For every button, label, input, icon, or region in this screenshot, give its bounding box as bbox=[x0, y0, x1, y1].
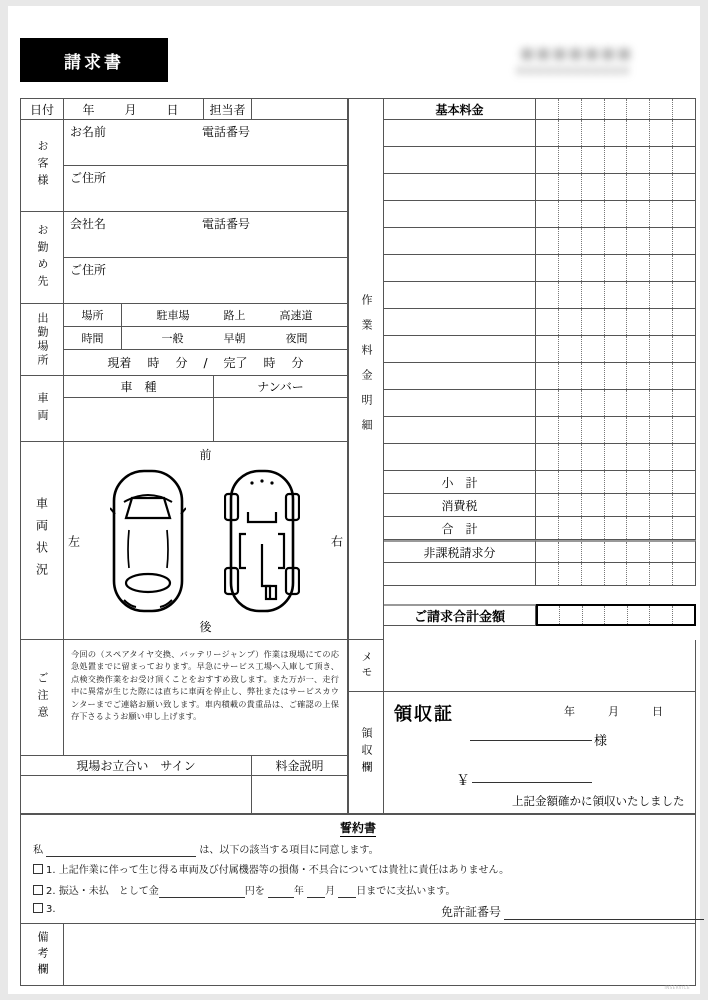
workplace-company-cell[interactable] bbox=[64, 212, 348, 258]
dispatch-place-option-1[interactable]: 路上 bbox=[223, 309, 246, 322]
dispatch-side-label: 出勤場所 bbox=[20, 304, 64, 376]
fee-row-label[interactable] bbox=[384, 363, 536, 390]
pledge-amount-input[interactable] bbox=[159, 886, 245, 898]
fee-total-label: 消費税 bbox=[384, 494, 536, 517]
workplace-address-cell[interactable] bbox=[64, 258, 348, 304]
date-value-cell[interactable] bbox=[64, 98, 204, 120]
pledge-item-1[interactable] bbox=[33, 861, 509, 876]
memo-value-cell[interactable] bbox=[384, 640, 696, 692]
fee-row-amount[interactable] bbox=[536, 444, 696, 471]
fee-row-amount[interactable] bbox=[536, 174, 696, 201]
staff-value-cell[interactable] bbox=[252, 98, 348, 120]
grand-total-label: ご請求合計金額 bbox=[384, 604, 536, 626]
vehicle-type-label: 車 種 bbox=[64, 376, 214, 398]
receipt-year-label: 年 bbox=[564, 705, 575, 718]
customer-address-label: ご住所 bbox=[70, 171, 107, 185]
caution-paragraph: 今回の（スペアタイヤ交換、バッテリージャンプ）作業は現場にての応急処置までに留まっております。早急にサービス工場へ入庫して頂き、点検交換作業をお受け頂くことをおすすめ致します。また万が一、走行中に異常が生じた際には直ちに車両を停止し、弊社またはサービスカウンターまでご連絡お願い致します。車内積載の貴重品は、ご確認の上保存下さるようお願い申し上げます。 bbox=[71, 649, 339, 722]
pledge-item-3[interactable] bbox=[33, 903, 56, 915]
receipt-name-line[interactable] bbox=[470, 740, 592, 741]
document-sheet bbox=[8, 6, 700, 994]
fee-total-label bbox=[384, 563, 536, 586]
customer-name-label: お名前 bbox=[70, 125, 107, 139]
memo-side-label: メモ bbox=[348, 640, 384, 692]
receipt-title: 領収証 bbox=[394, 704, 454, 725]
fees-side-label: 作業料金明細 bbox=[348, 98, 384, 640]
arrive-min-label: 分 bbox=[175, 356, 188, 370]
pledge-item-2-no: 2. bbox=[46, 886, 56, 897]
pledge-item-3-no: 3. bbox=[46, 904, 56, 915]
fee-row-label[interactable] bbox=[384, 444, 536, 471]
pledge-intro-suffix: は、以下の該当する項目に同意します。 bbox=[199, 845, 379, 856]
license-number-input[interactable] bbox=[504, 908, 704, 920]
finish-min-label: 分 bbox=[291, 356, 304, 370]
company-logo-redacted bbox=[506, 34, 692, 90]
license-label: 免許証番号 bbox=[441, 905, 502, 919]
dispatch-place-options[interactable] bbox=[122, 304, 348, 327]
fee-row-amount[interactable] bbox=[536, 390, 696, 417]
dispatch-place-label: 場所 bbox=[64, 304, 122, 327]
fee-row-label[interactable] bbox=[384, 309, 536, 336]
pledge-item-1-text: 上記作業に伴って生じ得る車両及び付属機器等の損傷・不具合については貴社に責任はありません。 bbox=[58, 865, 510, 876]
date-year-label: 年 bbox=[82, 102, 101, 117]
time-separator: / bbox=[203, 355, 208, 370]
customer-name-cell[interactable] bbox=[64, 120, 348, 166]
remarks-value-cell[interactable] bbox=[64, 924, 696, 986]
pledge-item-2[interactable] bbox=[33, 882, 456, 898]
logo-text-primary: ■■■■■■■ bbox=[520, 44, 634, 62]
customer-address-cell[interactable] bbox=[64, 166, 348, 212]
dispatch-time-option-1[interactable]: 早朝 bbox=[223, 332, 246, 345]
signature-value-cell[interactable] bbox=[20, 776, 252, 814]
staff-label-cell: 担当者 bbox=[204, 98, 252, 120]
pledge-intro-prefix: 私 bbox=[33, 845, 43, 856]
car-topview-diagram[interactable] bbox=[110, 468, 186, 614]
fee-row-label[interactable] bbox=[384, 174, 536, 201]
condition-side-label: 車両状況 bbox=[20, 442, 64, 640]
vehicle-number-value[interactable] bbox=[214, 398, 348, 442]
dispatch-time-options[interactable] bbox=[122, 327, 348, 350]
date-day-label: 日 bbox=[166, 102, 185, 117]
vehicle-number-label: ナンバー bbox=[214, 376, 348, 398]
footer-code: INSERVICE bbox=[664, 985, 690, 990]
pledge-item-2-month: 月 bbox=[325, 886, 336, 897]
caution-side-label: ご注意 bbox=[20, 640, 64, 756]
arrive-hour-label: 時 bbox=[147, 356, 160, 370]
receipt-month-label: 月 bbox=[608, 705, 619, 718]
fee-row-amount[interactable] bbox=[536, 417, 696, 444]
pledge-item-2-mid: 円を bbox=[244, 886, 265, 897]
receipt-confirmation-text: 上記金額確かに領収いたしました bbox=[512, 794, 685, 808]
pledge-checkbox-1[interactable] bbox=[33, 864, 43, 874]
vehicle-type-value[interactable] bbox=[64, 398, 214, 442]
fee-row-amount[interactable] bbox=[536, 228, 696, 255]
fee-row-amount[interactable] bbox=[536, 282, 696, 309]
fee-row-label[interactable] bbox=[384, 417, 536, 444]
fee-header-label: 基本料金 bbox=[384, 98, 536, 120]
pledge-heading: 誓約書 bbox=[339, 821, 376, 835]
workplace-phone-label: 電話番号 bbox=[202, 217, 251, 231]
fee-explain-label-cell: 料金説明 bbox=[252, 756, 348, 776]
receipt-currency-symbol: ￥ bbox=[456, 773, 470, 789]
receipt-honorific: 様 bbox=[594, 734, 608, 749]
fee-total-label: 合 計 bbox=[384, 517, 536, 540]
pledge-item-2-prefix: 振込・未払 として金 bbox=[58, 886, 159, 897]
dispatch-time-option-0[interactable]: 一般 bbox=[161, 332, 184, 345]
fee-row-amount[interactable] bbox=[536, 309, 696, 336]
fee-header-amount[interactable] bbox=[536, 98, 696, 120]
pledge-item-2-year: 年 bbox=[293, 886, 304, 897]
fee-row-label[interactable] bbox=[384, 336, 536, 363]
vehicle-side-label: 車両 bbox=[20, 376, 64, 442]
fee-row-label[interactable] bbox=[384, 390, 536, 417]
signature-label-cell: 現場お立合い サイン bbox=[20, 756, 252, 776]
fee-row-amount[interactable] bbox=[536, 336, 696, 363]
license-field[interactable] bbox=[441, 903, 704, 920]
car-underside-diagram[interactable] bbox=[224, 468, 300, 614]
pledge-section bbox=[20, 814, 696, 924]
pledge-checkbox-2[interactable] bbox=[33, 885, 43, 895]
fee-row-label[interactable] bbox=[384, 228, 536, 255]
date-label-cell: 日付 bbox=[20, 98, 64, 120]
fee-total-amount[interactable] bbox=[536, 517, 696, 540]
pledge-item-2-day: 日までに支払います。 bbox=[356, 886, 456, 897]
arrive-label: 現着 bbox=[107, 356, 132, 370]
pledge-checkbox-3[interactable] bbox=[33, 903, 43, 913]
pledge-item-1-no: 1. bbox=[46, 865, 56, 876]
receipt-side-label: 領収欄 bbox=[348, 692, 384, 814]
pledge-name-input[interactable] bbox=[46, 845, 196, 857]
pledge-month-input[interactable] bbox=[307, 886, 325, 898]
fee-row-amount[interactable] bbox=[536, 363, 696, 390]
logo-text-secondary: ■■■■■■■■■■■■ bbox=[516, 66, 631, 76]
remarks-side-label: 備考欄 bbox=[20, 924, 64, 986]
customer-side-label: お客様 bbox=[20, 120, 64, 212]
condition-front-label: 前 bbox=[199, 448, 212, 462]
dispatch-time-label: 時間 bbox=[64, 327, 122, 350]
page-title: 請求書 bbox=[20, 38, 168, 82]
fee-row-label[interactable] bbox=[384, 255, 536, 282]
receipt-day-label: 日 bbox=[652, 705, 663, 718]
caution-text-cell bbox=[64, 640, 348, 756]
dispatch-times-row[interactable] bbox=[64, 350, 348, 376]
workplace-company-label: 会社名 bbox=[70, 217, 107, 231]
condition-rear-label: 後 bbox=[199, 620, 212, 634]
fee-total-amount[interactable] bbox=[536, 540, 696, 563]
workplace-side-label: お勤め先 bbox=[20, 212, 64, 304]
workplace-address-label: ご住所 bbox=[70, 263, 107, 277]
fee-row-amount[interactable] bbox=[536, 120, 696, 147]
pledge-day-input[interactable] bbox=[338, 886, 356, 898]
condition-right-label: 右 bbox=[330, 534, 343, 548]
finish-hour-label: 時 bbox=[263, 356, 276, 370]
fee-total-amount[interactable] bbox=[536, 563, 696, 586]
fee-row-amount[interactable] bbox=[536, 201, 696, 228]
fee-total-label: 非課税請求分 bbox=[384, 540, 536, 563]
dispatch-time-option-2[interactable]: 夜間 bbox=[285, 332, 308, 345]
fee-explain-value-cell[interactable] bbox=[252, 776, 348, 814]
receipt-cell[interactable] bbox=[384, 692, 696, 814]
finish-label: 完了 bbox=[223, 356, 248, 370]
date-month-label: 月 bbox=[124, 102, 143, 117]
fee-total-amount[interactable] bbox=[536, 494, 696, 517]
fee-row-label[interactable] bbox=[384, 282, 536, 309]
fee-row-label[interactable] bbox=[384, 201, 536, 228]
grand-total-amount[interactable] bbox=[536, 604, 696, 626]
fee-total-amount[interactable] bbox=[536, 471, 696, 494]
fee-row-amount[interactable] bbox=[536, 255, 696, 282]
receipt-amount-line[interactable] bbox=[472, 782, 592, 783]
fee-row-label[interactable] bbox=[384, 120, 536, 147]
fee-row-amount[interactable] bbox=[536, 147, 696, 174]
condition-left-label: 左 bbox=[68, 534, 81, 548]
fee-total-label: 小 計 bbox=[384, 471, 536, 494]
dispatch-place-option-2[interactable]: 高速道 bbox=[279, 309, 313, 322]
fee-row-label[interactable] bbox=[384, 147, 536, 174]
condition-diagram-cell[interactable] bbox=[64, 442, 348, 640]
dispatch-place-option-0[interactable]: 駐車場 bbox=[156, 309, 190, 322]
customer-phone-label: 電話番号 bbox=[202, 125, 251, 139]
pledge-year-input[interactable] bbox=[268, 886, 294, 898]
pledge-intro bbox=[33, 841, 379, 857]
